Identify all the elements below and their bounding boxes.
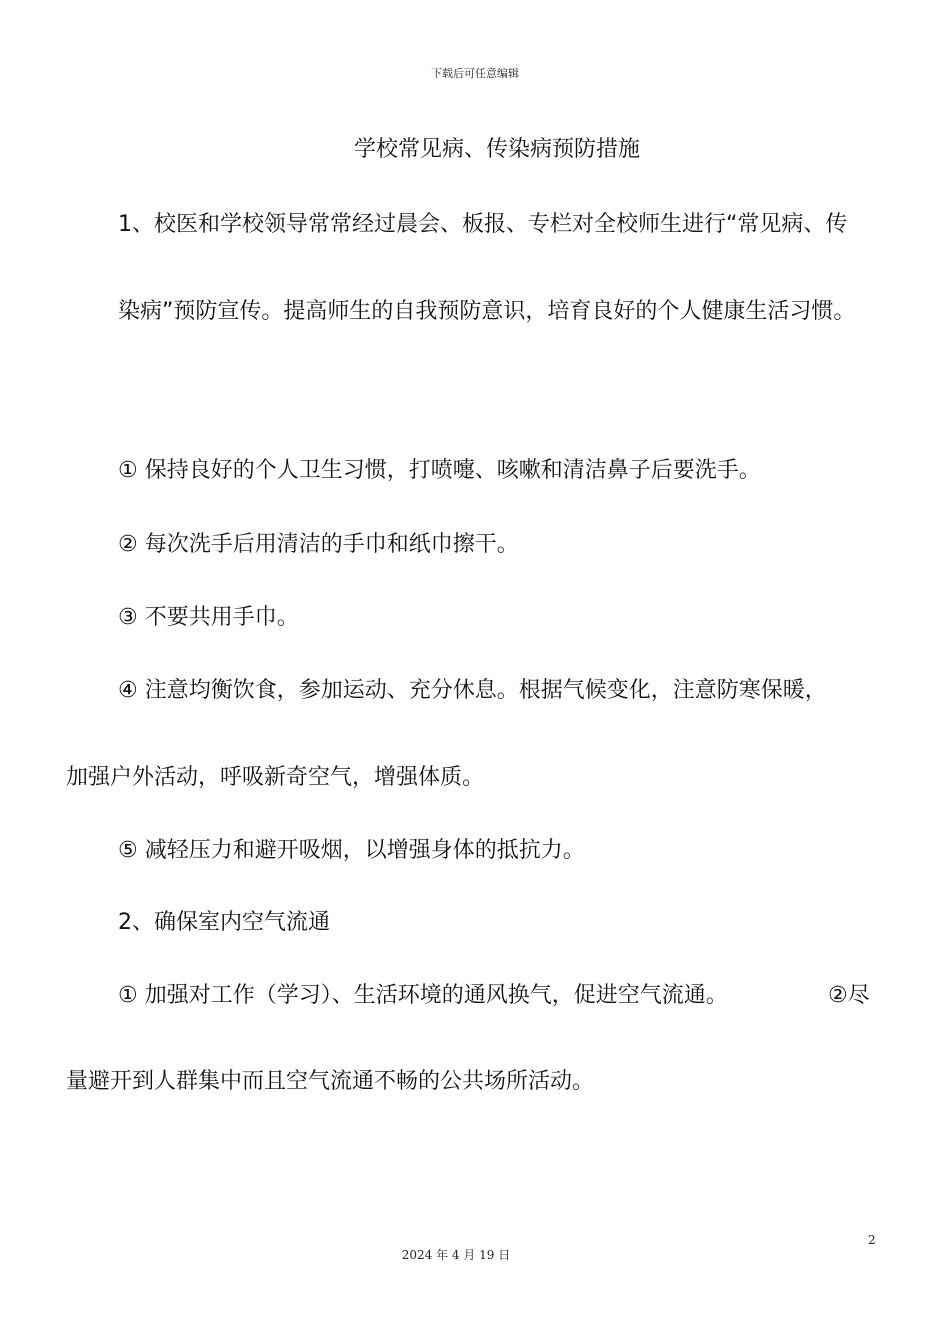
- footer-date: 2024 年 4 月 19 日: [401, 1248, 511, 1262]
- section-2-item-2-continuation: 量避开到人群集中而且空气流通不畅的公共场所活动。: [66, 1069, 595, 1094]
- page-number: 2: [868, 1233, 876, 1247]
- list-item-4: ④ 注意均衡饮食，参加运动、充分休息。根据气候变化，注意防寒保暖，: [118, 678, 827, 703]
- list-item-1: ① 保持良好的个人卫生习惯，打喷嚏、咳嗽和清洁鼻子后要洗手。: [118, 458, 761, 483]
- document-title: 学校常见病、传染病预防措施: [353, 137, 640, 162]
- paragraph-line-2: 染病”预防宣传。提高师生的自我预防意识，培育良好的个人健康生活习惯。: [118, 299, 856, 324]
- list-item-3: ③ 不要共用手巾。: [118, 605, 299, 630]
- list-item-4-continuation: 加强户外活动，呼吸新奇空气，增强体质。: [66, 765, 485, 790]
- paragraph-line-1: 1、校医和学校领导常常经过晨会、板报、专栏对全校师生进行“常见病、传: [118, 212, 848, 237]
- section-heading-2: 2、确保室内空气流通: [118, 910, 330, 935]
- section-2-item-2-start: ②尽: [828, 983, 870, 1008]
- header-note: 下载后可任意编辑: [431, 67, 519, 80]
- section-2-item-1: ① 加强对工作（学习）、生活环境的通风换气，促进空气流通。: [118, 983, 728, 1008]
- list-item-5: ⑤ 减轻压力和避开吸烟，以增强身体的抵抗力。: [118, 838, 585, 863]
- list-item-2: ② 每次洗手后用清洁的手巾和纸巾擦干。: [118, 532, 519, 557]
